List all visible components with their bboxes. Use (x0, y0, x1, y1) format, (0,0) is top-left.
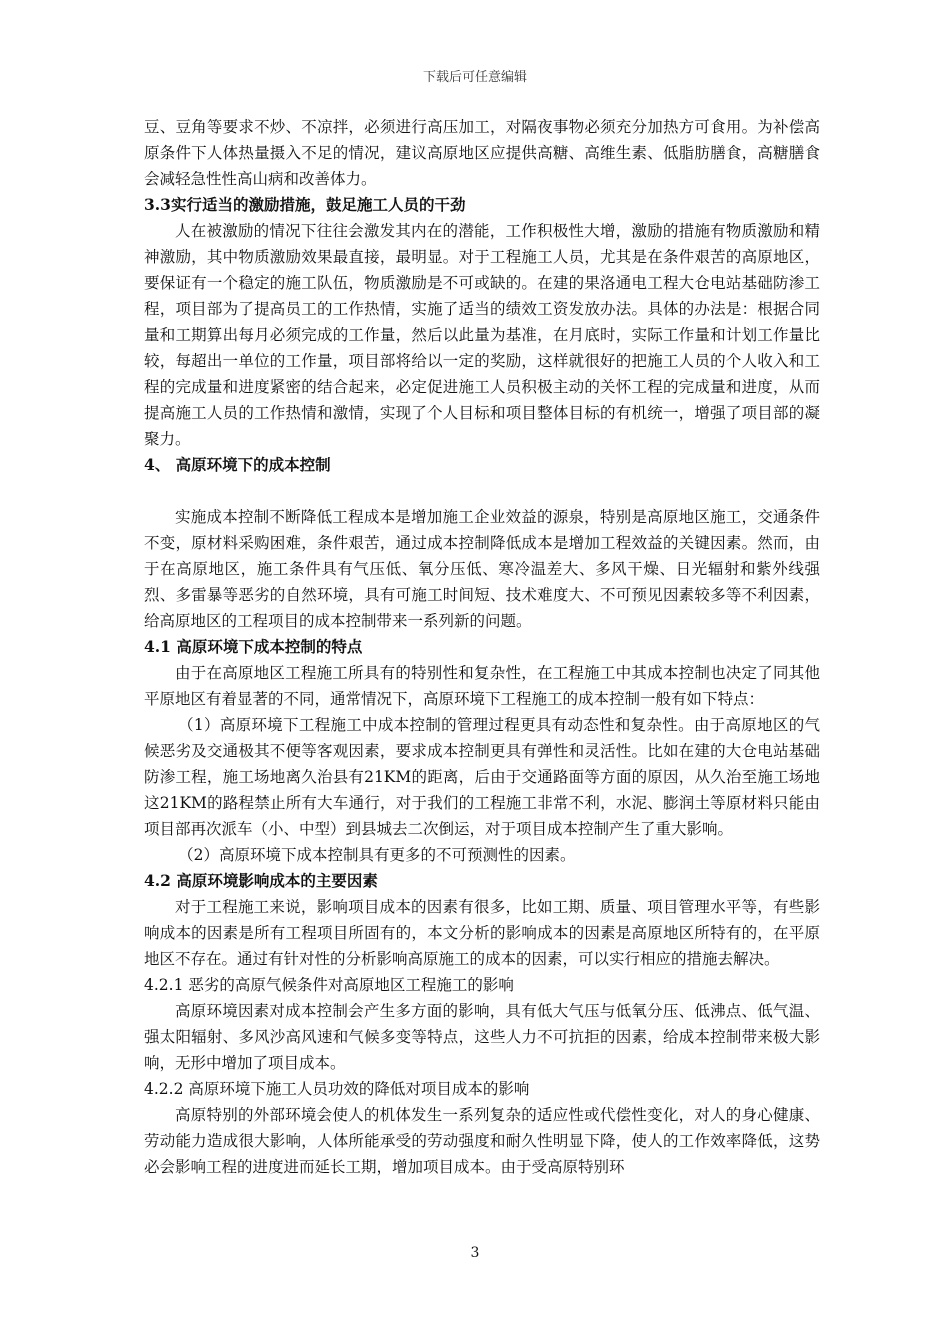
list-paragraph: （1）高原环境下工程施工中成本控制的管理过程更具有动态性和复杂性。由于高原地区的气候恶劣及交通极其不便等客观因素，要求成本控制更具有弹性和灵活性。比如在建的大仓电站基础防渗工程，施工场地离久治县有21KM的距离，后由于交通路面等方面的原因，从久治至施工场地这21KM的路程禁止所有大车通行，对于我们的工程施工非常不利，水泥、膨润土等原材料只能由项目部再次派车（小、中型）到县城去二次倒运，对于项目成本控制产生了重大影响。 (144, 716, 820, 838)
paragraph: 对于工程施工来说，影响项目成本的因素有很多，比如工期、质量、项目管理水平等，有些影响成本的因素是所有工程项目所固有的，本文分析的影响成本的因素是高原地区所特有的，在平原地区不存在。通过有针对性的分析影响高原施工的成本的因素，可以实行相应的措施去解决。 (144, 898, 820, 968)
section-heading: 4.1 高原环境下成本控制的特点 (144, 637, 363, 656)
subsection-heading: 4.2.1 恶劣的高原气候条件对高原地区工程施工的影响 (144, 976, 514, 994)
paragraph: 豆、豆角等要求不炒、不凉拌，必须进行高压加工，对隔夜事物必须充分加热方可食用。为补偿高原条件下人体热量摄入不足的情况，建议高原地区应提供高糖、高维生素、低脂肪膳食，高糖膳食会减轻急性性高山病和改善体力。 (144, 118, 820, 188)
list-paragraph: （2）高原环境下成本控制具有更多的不可预测性的因素。 (178, 846, 576, 864)
page-header: 下载后可任意编辑 (422, 70, 527, 85)
page-body (144, 114, 820, 1180)
paragraph: 实施成本控制不断降低工程成本是增加施工企业效益的源泉，特别是高原地区施工，交通条件不变，原材料采购困难，条件艰苦，通过成本控制降低成本是增加工程效益的关键因素。然而，由于在高原地区，施工条件具有气压低、氧分压低、寒冷温差大、多风干燥、日光辐射和紫外线强烈、多雷暴等恶劣的自然环境，具有可施工时间短、技术难度大、不可预见因素较多等不利因素，给高原地区的工程项目的成本控制带来一系列新的问题。 (144, 508, 820, 630)
section-heading: 4.2 高原环境影响成本的主要因素 (144, 871, 378, 890)
blank-line (144, 478, 820, 504)
paragraph: 高原特别的外部环境会使人的机体发生一系列复杂的适应性或代偿性变化，对人的身心健康、劳动能力造成很大影响，人体所能承受的劳动强度和耐久性明显下降，使人的工作效率降低，这势必会影响工程的进度进而延长工期，增加项目成本。由于受高原特别环 (144, 1106, 820, 1176)
paragraph: 高原环境因素对成本控制会产生多方面的影响，具有低大气压与低氧分压、低沸点、低气温、强太阳辐射、多风沙高风速和气候多变等特点，这些人力不可抗拒的因素，给成本控制带来极大影响，无形中增加了项目成本。 (144, 1002, 820, 1072)
section-heading: 3.3实行适当的激励措施，鼓足施工人员的干劲 (144, 195, 466, 214)
paragraph: 由于在高原地区工程施工所具有的特别性和复杂性，在工程施工中其成本控制也决定了同其他平原地区有着显著的不同，通常情况下，高原环境下工程施工的成本控制一般有如下特点： (144, 664, 820, 708)
paragraph: 人在被激励的情况下往往会激发其内在的潜能，工作积极性大增，激励的措施有物质激励和精神激励，其中物质激励效果最直接，最明显。对于工程施工人员，尤其是在条件艰苦的高原地区，要保证有一个稳定的施工队伍，物质激励是不可或缺的。在建的果洛通电工程大仓电站基础防渗工程，项目部为了提高员工的工作热情，实施了适当的绩效工资发放办法。具体的办法是：根据合同量和工期算出每月必须完成的工作量，然后以此量为基准，在月底时，实际工作量和计划工作量比较，每超出一单位的工作量，项目部将给以一定的奖励，这样就很好的把施工人员的个人收入和工程的完成量和进度紧密的结合起来，必定促进施工人员积极主动的关怀工程的完成量和进度，从而提高施工人员的工作热情和激情，实现了个人目标和项目整体目标的有机统一，增强了项目部的凝聚力。 (144, 222, 820, 448)
subsection-heading: 4.2.2 高原环境下施工人员功效的降低对项目成本的影响 (144, 1080, 530, 1098)
section-heading: 4、 高原环境下的成本控制 (144, 455, 331, 474)
page-number: 3 (470, 1245, 480, 1261)
